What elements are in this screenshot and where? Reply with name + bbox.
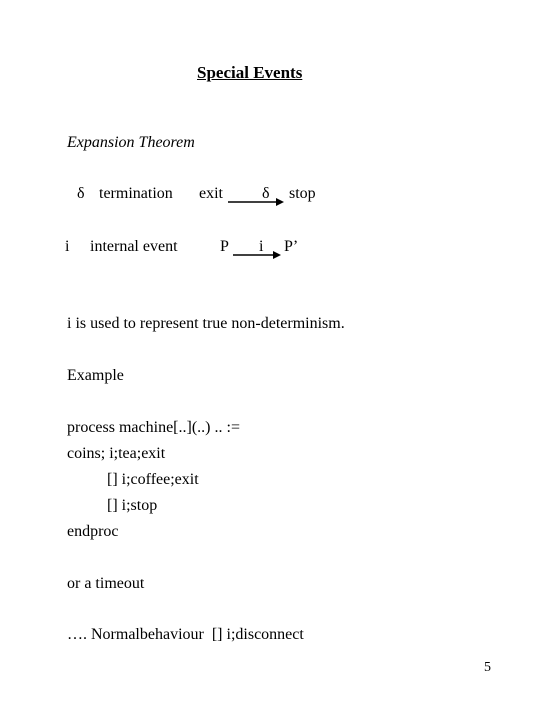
delta-symbol: δ: [77, 185, 85, 202]
transition-arrow-i: [233, 250, 281, 260]
subtitle-expansion-theorem: Expansion Theorem: [67, 134, 195, 151]
p-prime-term: P’: [284, 238, 299, 255]
i-symbol: i: [65, 238, 70, 255]
exit-term: exit: [199, 185, 223, 202]
page-number: 5: [484, 660, 491, 675]
stop-term: stop: [289, 185, 316, 202]
code-line-endproc: endproc: [67, 523, 119, 540]
transition-arrow-delta: [228, 197, 284, 207]
delta-arrow-label: δ: [262, 185, 270, 202]
code-line-process: process machine[..](..) .. :=: [67, 419, 240, 436]
example-heading: Example: [67, 367, 124, 384]
page-title: Special Events: [197, 63, 303, 82]
termination-label: termination: [99, 185, 173, 202]
i-arrow-label: i: [259, 238, 264, 255]
code-line-coffee: [] i;coffee;exit: [107, 471, 199, 488]
normal-behaviour-line: …. Normalbehaviour [] i;disconnect: [67, 626, 304, 643]
code-line-stop: [] i;stop: [107, 497, 158, 514]
p-term: P: [220, 238, 229, 255]
internal-event-label: internal event: [90, 238, 178, 255]
statement-text: i is used to represent true non-determinism.: [67, 315, 345, 332]
timeout-text: or a timeout: [67, 575, 145, 592]
code-line-coins: coins; i;tea;exit: [67, 445, 166, 462]
